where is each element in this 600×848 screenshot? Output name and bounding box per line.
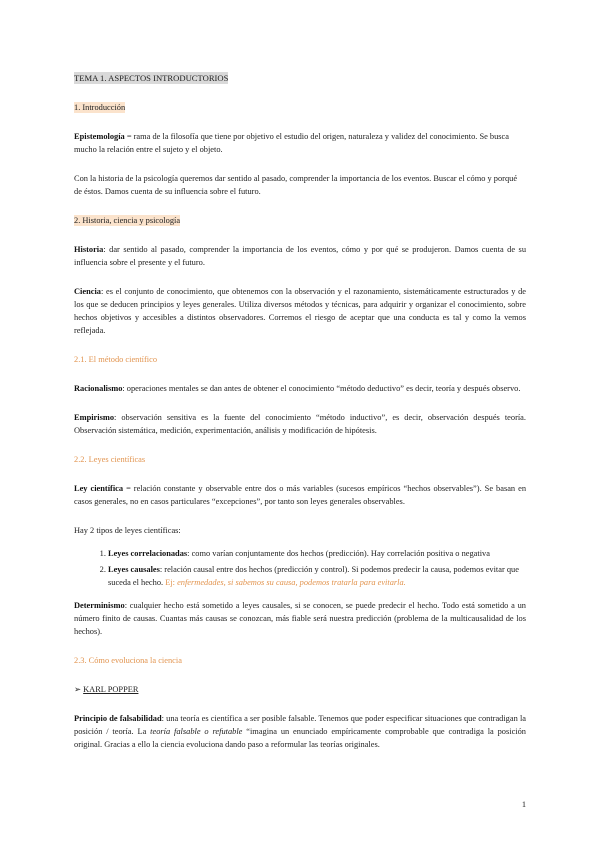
term-epistemologia: Epistemología xyxy=(74,132,125,141)
paragraph-historia: Historia: dar sentido al pasado, comprender la importancia de los eventos, cómo y por qué se produjeron. Damos cuenta de su influencia sobre el presente y el futuro. xyxy=(74,245,526,267)
paragraph-tipos-leyes: Hay 2 tipos de leyes científicas: xyxy=(74,526,181,535)
paragraph-falsabilidad: Principio de falsabilidad: una teoría es científica a ser posible falsable. Tenemos que poder especificar situaciones que contradigan la posición / teoría. La teoría falsable o refutable “imagina un enunciado empíricamente comprobable que contradiga la posición original. Gracias a ello la ciencia evoluciona dando paso a reformular las teorías originales. xyxy=(74,714,526,749)
paragraph-determinismo: Determinismo: cualquier hecho está sometido a leyes causales, si se conocen, se puede predecir el hecho. Todo está sometido a un número finito de causas. Cuantas más causas se conozcan, más fiable será nuestra predicción (problema de la multicausalidad de los hechos). xyxy=(74,601,526,636)
list-item: 1. Leyes correlacionadas: como varían conjuntamente dos hechos (predicción). Hay correlación positiva o negativa xyxy=(108,547,526,560)
paragraph-historia-psicologia: Con la historia de la psicología queremos dar sentido al pasado, comprender la importancia de los eventos. Buscar el cómo y porqué de éstos. Damos cuenta de su influencia sobre el futuro. xyxy=(74,174,518,196)
term-empirismo: Empirismo xyxy=(74,413,115,422)
page-number: 1 xyxy=(521,800,526,809)
term-racionalismo: Racionalismo xyxy=(74,384,123,393)
example-text: enfermedades, si sabemos su causa, podemos tratarla para evitarla. xyxy=(174,578,406,587)
term-historia: Historia xyxy=(74,245,104,254)
example-label: Ej: xyxy=(165,578,175,587)
term-ley-cientifica: Ley científica xyxy=(74,484,124,493)
subsection-heading-evolucion: 2.3. Cómo evoluciona la ciencia xyxy=(74,656,182,665)
list-tipos-leyes xyxy=(74,547,526,589)
paragraph-ley-cientifica: Ley científica = relación constante y observable entre dos o más variables (sucesos empíricos “hechos observables”). Se basan en casos generales, no en casos particulares “excepciones”, por tanto son leyes generales observables. xyxy=(74,484,527,506)
document-body xyxy=(74,72,526,751)
author-heading xyxy=(74,683,526,696)
document-title: TEMA 1. ASPECTOS INTRODUCTORIOS xyxy=(74,73,229,83)
subsection-heading-metodo: 2.1. El método científico xyxy=(74,355,158,364)
section-heading-historia-ciencia: 2. Historia, ciencia y psicología xyxy=(74,216,181,225)
paragraph-epistemologia: Epistemología = rama de la filosofía que tiene por objetivo el estudio del origen, naturaleza y validez del conocimiento. Se busca mucho la relación entre el sujeto y el objeto. xyxy=(74,132,509,154)
author-name: KARL POPPER xyxy=(83,685,139,694)
list-item: 2. Leyes causales: relación causal entre dos hechos (predicción y control). Si podemos predecir la causa, podemos evitar que suceda el hecho. Ej: enfermedades, si sabemos su causa, podemos tratarla para evitarla. xyxy=(108,563,526,589)
paragraph-racionalismo: Racionalismo: operaciones mentales se dan antes de obtener el conocimiento “método deductivo” es decir, teoría y después observo. xyxy=(74,384,521,393)
term-falsabilidad: Principio de falsabilidad xyxy=(74,714,162,723)
paragraph-empirismo: Empirismo: observación sensitiva es la fuente del conocimiento “método inductivo”, es decir, observación después teoría. Observación sistemática, medición, experimentación, análisis y modificación de hipótesis. xyxy=(74,413,526,435)
section-heading-introduccion: 1. Introducción xyxy=(74,103,126,112)
paragraph-ciencia: Ciencia: es el conjunto de conocimiento, que obtenemos con la observación y el razonamiento, sistemáticamente estructurados y de los que se deducen principios y leyes generales. Utiliza diversos métodos y técnicas, para adquirir y organizar el conocimiento, sobre hechos objetivos y accesibles a distintos observadores. Corremos el riesgo de aceptar que una conducta es tal y como la vemos reflejada. xyxy=(74,287,526,335)
term-ciencia: Ciencia xyxy=(74,287,101,296)
term-determinismo: Determinismo xyxy=(74,601,125,610)
subsection-heading-leyes: 2.2. Leyes científicas xyxy=(74,455,146,464)
arrow-bullet-icon: ➢ xyxy=(74,685,82,694)
